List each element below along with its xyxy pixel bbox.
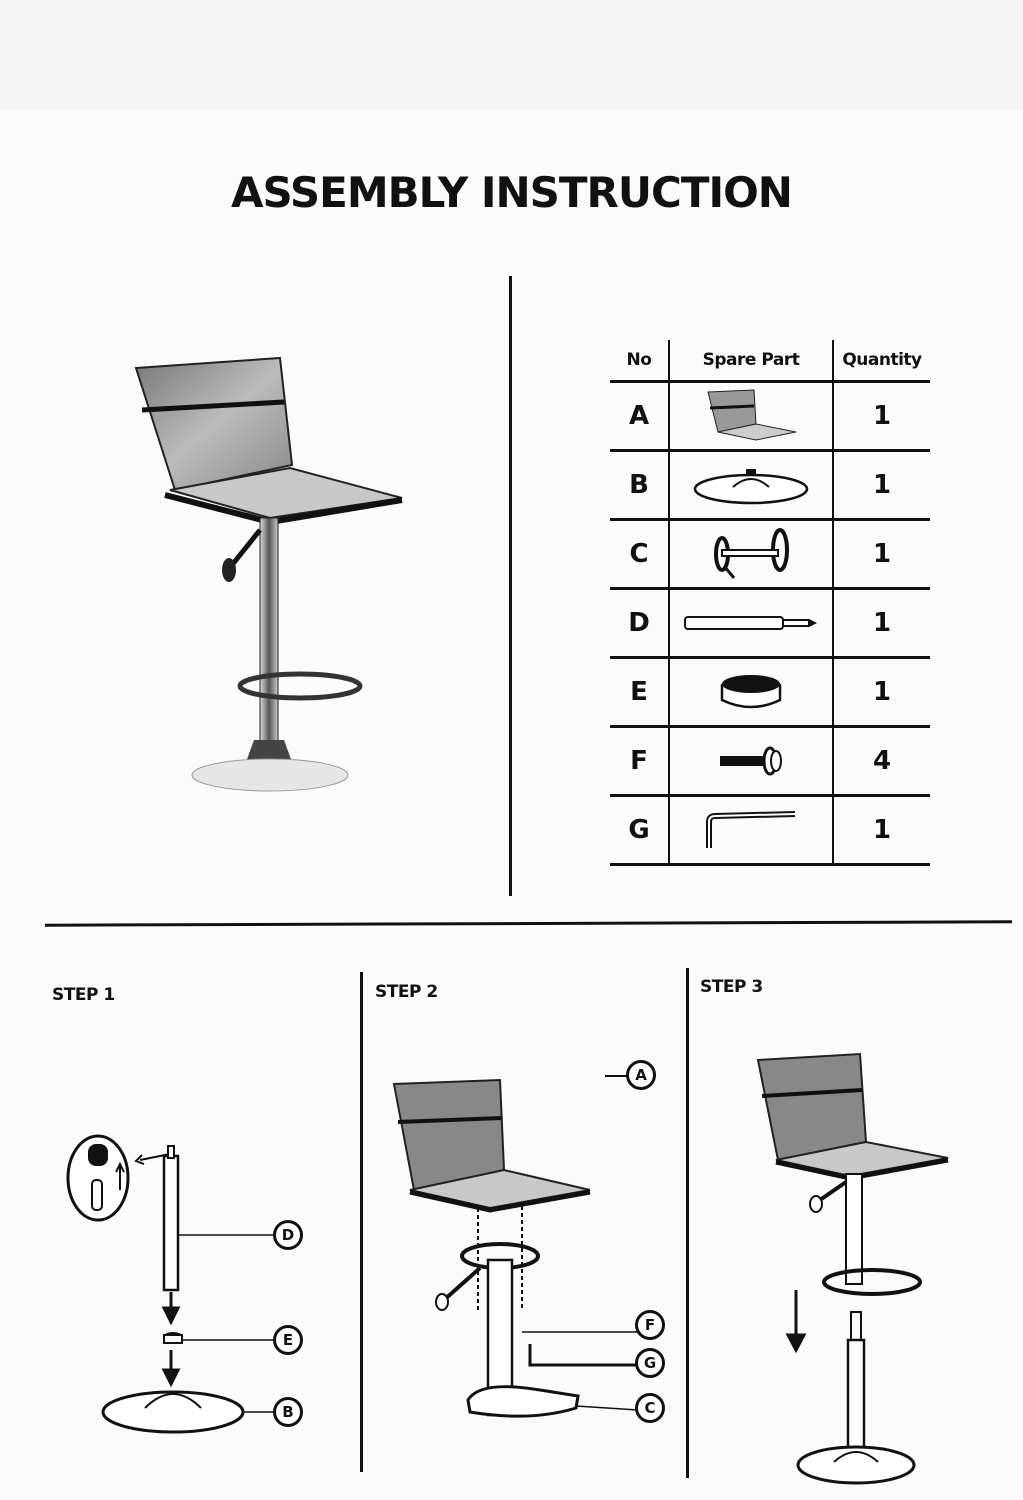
step-2-label: STEP 2: [375, 982, 438, 1002]
part-quantity: 1: [833, 520, 930, 589]
part-no: F: [610, 727, 669, 796]
part-image: [669, 451, 833, 520]
part-no: B: [610, 451, 669, 520]
part-image: [669, 382, 833, 451]
part-image: [669, 520, 833, 589]
column-header-spare-part: Spare Part: [669, 340, 833, 382]
callout-c: C: [635, 1393, 665, 1423]
gas-cylinder-icon: [681, 611, 821, 635]
callout-g: G: [635, 1348, 665, 1378]
step-divider-1: [360, 972, 363, 1472]
part-quantity: 1: [833, 382, 930, 451]
part-no: C: [610, 520, 669, 589]
step-1-label: STEP 1: [52, 985, 115, 1005]
column-header-quantity: Quantity: [833, 340, 930, 382]
table-row: [610, 520, 930, 589]
part-no: A: [610, 382, 669, 451]
part-quantity: 4: [833, 727, 930, 796]
step-divider-2: [686, 968, 689, 1478]
part-image: [669, 658, 833, 727]
column-header-no: No: [610, 340, 669, 382]
bolt-icon: [716, 744, 786, 778]
callout-f: F: [635, 1310, 665, 1340]
seat-icon: [696, 386, 806, 446]
base-disc-icon: [691, 463, 811, 507]
part-image: [669, 727, 833, 796]
part-quantity: 1: [833, 589, 930, 658]
bar-stool-illustration: [120, 350, 440, 800]
table-header-row: [610, 340, 930, 382]
part-image: [669, 589, 833, 658]
part-quantity: 1: [833, 796, 930, 865]
allen-key-icon: [701, 808, 801, 852]
part-no: D: [610, 589, 669, 658]
part-image: [669, 796, 833, 865]
callout-e: E: [273, 1325, 303, 1355]
footrest-lever-icon: [706, 524, 796, 584]
part-quantity: 1: [833, 451, 930, 520]
callout-b: B: [273, 1397, 303, 1427]
part-quantity: 1: [833, 658, 930, 727]
page-title: ASSEMBLY INSTRUCTION: [231, 168, 792, 217]
step-3-diagram: [750, 1050, 1010, 1490]
part-no: E: [610, 658, 669, 727]
top-divider-vertical: [509, 276, 512, 896]
step-3-label: STEP 3: [700, 977, 763, 997]
table-row: [610, 796, 930, 865]
table-row: [610, 727, 930, 796]
part-no: G: [610, 796, 669, 865]
table-row: [610, 658, 930, 727]
table-row: [610, 589, 930, 658]
cap-icon: [716, 670, 786, 714]
table-row: [610, 451, 930, 520]
callout-d: D: [273, 1220, 303, 1250]
table-row: [610, 382, 930, 451]
callout-a: A: [626, 1060, 656, 1090]
spare-parts-table: [610, 340, 930, 866]
